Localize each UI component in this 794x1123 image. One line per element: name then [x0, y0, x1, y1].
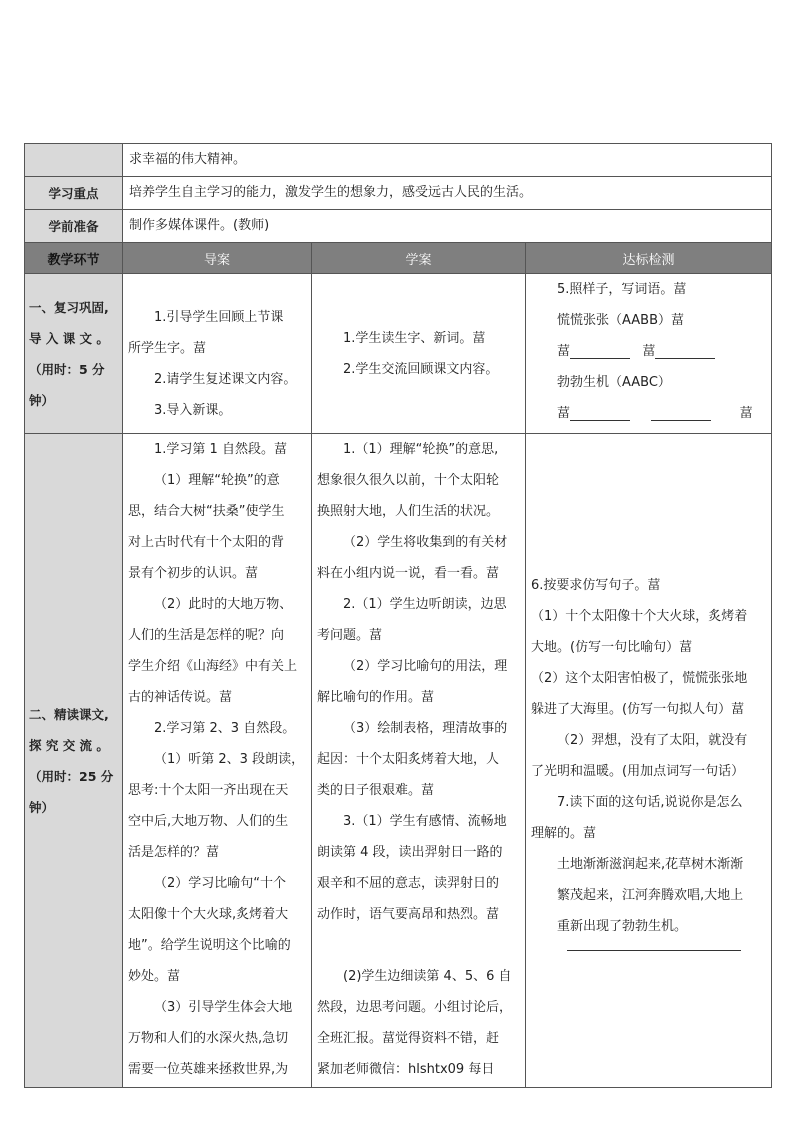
guide-line: 所学生字。葍	[128, 341, 207, 356]
study-line: （2）学生将收集到的有关材	[343, 535, 508, 550]
section-1-label-line: 钟）	[29, 392, 55, 408]
answer-blank	[655, 344, 715, 359]
blank-marker: 葍	[557, 406, 571, 421]
study-line: 换照射大地，人们生活的状况。	[317, 504, 500, 519]
guide-line: （2）学习比喻句“十个	[154, 876, 287, 891]
check-line: 重新出现了勃勃生机。	[557, 919, 688, 934]
guide-line: 1.学习第 1 自然段。葍	[154, 442, 287, 457]
section-2-label-line: 钟）	[29, 799, 55, 815]
section-1-check	[526, 274, 772, 434]
column-header-row	[25, 243, 772, 274]
section-2-study	[312, 434, 526, 1088]
continuation-row	[25, 144, 772, 177]
study-line: 艰辛和不屈的意志，读羿射日的	[317, 876, 500, 891]
section-2-guide	[123, 434, 312, 1088]
answer-line	[567, 950, 741, 951]
blank-line	[531, 336, 766, 367]
header-study: 学案	[312, 243, 526, 274]
study-line: 动作时，语气要高昂和热烈。葍	[317, 907, 500, 922]
guide-line: （1）听第 2、3 段朗读，	[154, 752, 305, 767]
study-line: 想象很久很久以前，十个太阳轮	[317, 473, 500, 488]
section-1-guide	[123, 274, 312, 434]
study-line: 料在小组内说一说，看一看。葍	[317, 566, 500, 581]
section-2-label	[25, 434, 123, 1088]
focus-text: 培养学生自主学习的能力，激发学生的想象力，感受远古人民的生活。	[123, 177, 772, 210]
guide-line: 思，结合大树“扶桑”使学生	[128, 504, 285, 519]
section-1-row	[25, 274, 772, 434]
check-line: 6.按要求仿写句子。葍	[531, 578, 661, 593]
study-line	[317, 930, 520, 961]
continuation-text: 求幸福的伟大精神。	[123, 144, 772, 177]
check-line: （2）羿想，没有了太阳，就没有	[557, 733, 748, 748]
study-line: 然段，边思考问题。小组讨论后，	[317, 1000, 513, 1015]
guide-line: 古的神话传说。葍	[128, 690, 233, 705]
section-1-label	[25, 274, 123, 434]
prep-row	[25, 210, 772, 243]
guide-line: 景有个初步的认识。葍	[128, 566, 259, 581]
check-line: 躲进了大海里。(仿写一句拟人句）葍	[531, 702, 745, 717]
guide-line: 2.请学生复述课文内容。	[154, 372, 297, 387]
study-line: 3.（1）学生有感情、流畅地	[343, 814, 507, 829]
prep-label: 学前准备	[25, 210, 123, 243]
check-line: 慌慌张张（AABB）葍	[557, 313, 684, 328]
section-2-row	[25, 434, 772, 1088]
study-line: （2）学习比喻句的用法，理	[343, 659, 508, 674]
check-line: 勃勃生机（AABC）	[557, 375, 671, 390]
blank-marker: 葍	[557, 344, 571, 359]
header-stage: 教学环节	[25, 243, 123, 274]
check-line: 了光明和温暖。(用加点词写一句话）	[531, 764, 745, 779]
blank-marker: 葍	[739, 406, 753, 421]
guide-line: （3）引导学生体会大地	[154, 1000, 293, 1015]
check-line: 理解的。葍	[531, 826, 597, 841]
study-line: 全班汇报。葍觉得资料不错，赶	[317, 1031, 500, 1046]
guide-line: 1.引导学生回顾上节课	[154, 310, 284, 325]
study-line: 1.学生读生字、新词。葍	[343, 330, 486, 346]
continuation-label-cell	[25, 144, 123, 177]
section-2-label-line: （用时：25 分	[29, 768, 114, 784]
study-line: 1.（1）理解“轮换”的意思,	[343, 442, 499, 457]
section-2-check	[526, 434, 772, 1088]
section-2-label-line: 探 究 交 流 。	[29, 737, 109, 753]
guide-line: 对上古时代有十个太阳的背	[128, 535, 285, 550]
guide-line: 需要一位英雄来拯救世界,为	[128, 1062, 289, 1077]
check-line: 7.读下面的这句话,说说你是怎么	[557, 795, 743, 810]
guide-line: （2）此时的大地万物、	[154, 597, 293, 612]
answer-blank	[651, 406, 711, 421]
guide-line: 2.学习第 2、3 自然段。	[154, 721, 296, 736]
guide-line: 学生介绍《山海经》中有关上	[128, 659, 298, 674]
study-line: 解比喻句的作用。葍	[317, 690, 435, 705]
guide-line: 万物和人们的水深火热,急切	[128, 1031, 289, 1046]
guide-line: 人们的生活是怎样的呢？向	[128, 628, 285, 643]
section-2-label-line: 二、精读课文,	[29, 706, 109, 722]
prep-text: 制作多媒体课件。(教师)	[123, 210, 772, 243]
lesson-plan-table	[24, 143, 772, 1088]
guide-line: 3.导入新课。	[154, 403, 232, 418]
answer-blank	[570, 344, 630, 359]
check-line: 5.照样子，写词语。葍	[557, 282, 687, 297]
guide-line: 太阳像十个大火球,炙烤着大	[128, 907, 289, 922]
guide-line: （1）理解“轮换”的意	[154, 473, 280, 488]
section-1-label-line: （用时：5 分	[29, 361, 105, 377]
study-line: 考问题。葍	[317, 628, 383, 643]
study-line: (2)学生边细读第 4、5、6 自	[343, 969, 512, 984]
guide-line: 思考:十个太阳一齐出现在天	[128, 783, 289, 798]
blank-marker: 葍	[642, 344, 656, 359]
study-line: （3）绘制表格，理清故事的	[343, 721, 508, 736]
study-line: 朗读第 4 段，读出羿射日一路的	[317, 845, 503, 860]
check-line: （2）这个太阳害怕极了，慌慌张张地	[531, 671, 748, 686]
study-line: 紧加老师微信：hlshtx09 每日	[317, 1062, 495, 1077]
guide-line: 地”。给学生说明这个比喻的	[128, 938, 291, 953]
study-line: 类的日子很艰难。葍	[317, 783, 435, 798]
check-line: （1）十个太阳像十个大火球，炙烤着	[531, 609, 748, 624]
focus-row	[25, 177, 772, 210]
section-1-study	[312, 274, 526, 434]
guide-line: 妙处。葍	[128, 969, 181, 984]
header-check: 达标检测	[526, 243, 772, 274]
study-line: 起因：十个太阳炙烤着大地，人	[317, 752, 500, 767]
check-line: 土地渐渐滋润起来,花草树木渐渐	[557, 857, 744, 872]
guide-line: 活是怎样的？葍	[128, 845, 220, 860]
blank-line	[531, 398, 766, 429]
answer-blank	[570, 406, 630, 421]
guide-line: 空中后,大地万物、人们的生	[128, 814, 289, 829]
section-1-label-line: 一、复习巩固,	[29, 299, 109, 315]
header-guide: 导案	[123, 243, 312, 274]
study-line: 2.（1）学生边听朗读，边思	[343, 597, 507, 612]
check-line: 繁茂起来，江河奔腾欢唱,大地上	[557, 888, 744, 903]
check-line: 大地。(仿写一句比喻句）葍	[531, 640, 693, 655]
focus-label: 学习重点	[25, 177, 123, 210]
study-line: 2.学生交流回顾课文内容。	[343, 361, 499, 377]
section-1-label-line: 导 入 课 文 。	[29, 330, 109, 346]
